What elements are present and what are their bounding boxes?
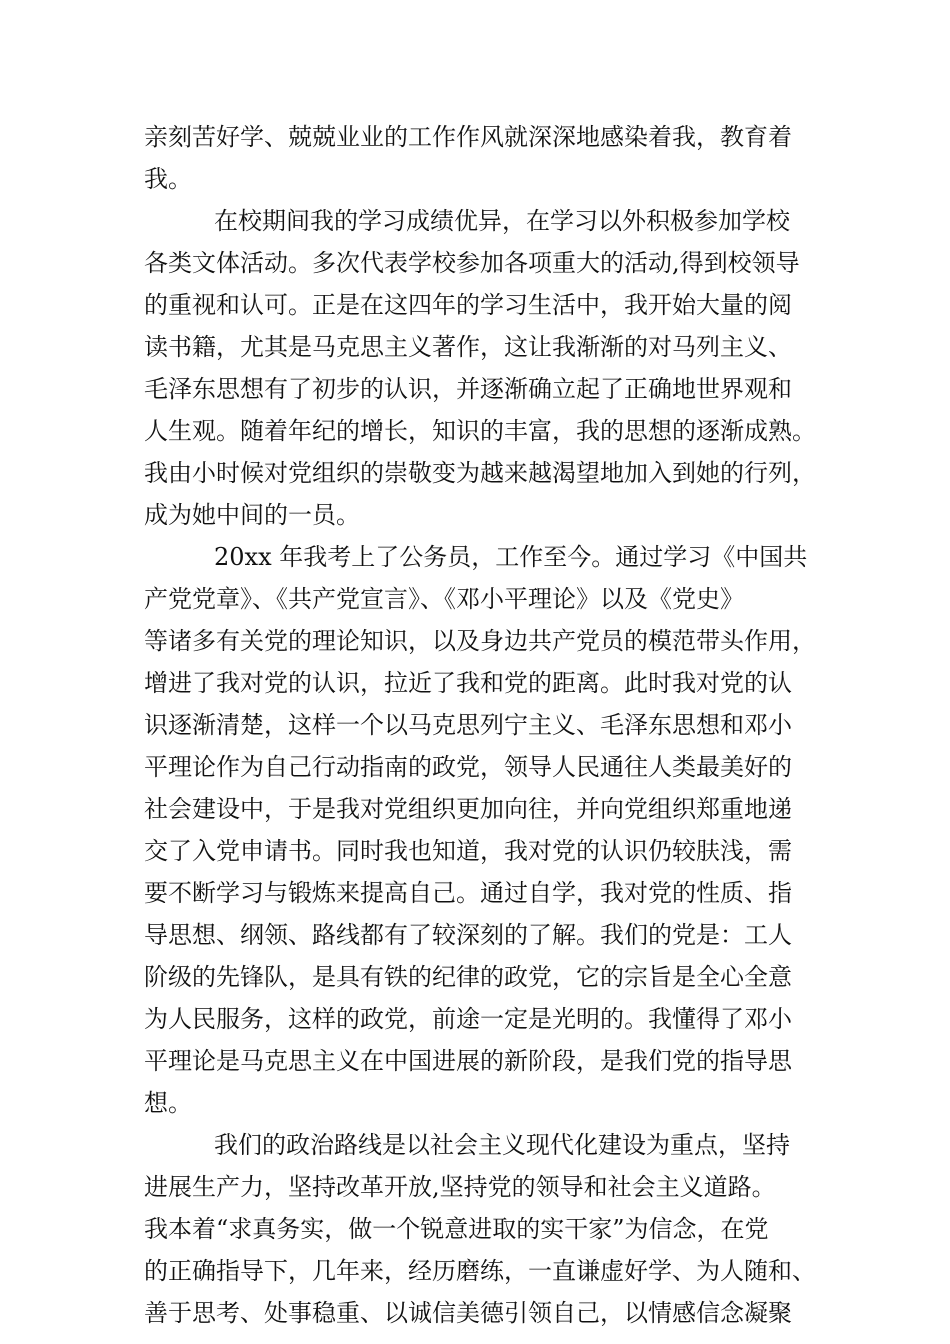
text-line: 在校期间我的学习成绩优异，在学习以外积极参加学校 bbox=[214, 207, 790, 235]
text-line: 要不断学习与锻炼来提高自己。通过自学，我对党的性质、指 bbox=[144, 879, 792, 907]
text-line: 想。 bbox=[144, 1089, 192, 1117]
text-line: 成为她中间的一员。 bbox=[144, 501, 360, 529]
text-line: 等诸多有关党的理论知识，以及身边共产党员的模范带头作用， bbox=[144, 627, 816, 655]
body-text bbox=[144, 116, 816, 1334]
text-line: 产党党章》、《共产党宣言》、《邓小平理论》以及《党史》 bbox=[144, 585, 744, 613]
text-line: 平理论作为自己行动指南的政党，领导人民通往人类最美好的 bbox=[144, 753, 792, 781]
text-line: 的重视和认可。正是在这四年的学习生活中，我开始大量的阅 bbox=[144, 291, 792, 319]
text-line: 增进了我对党的认识，拉近了我和党的距离。此时我对党的认 bbox=[144, 669, 792, 697]
text-line: 社会建设中，于是我对党组织更加向往，并向党组织郑重地递 bbox=[144, 795, 792, 823]
text-line: 各类文体活动。多次代表学校参加各项重大的活动,得到校领导 bbox=[144, 249, 800, 277]
paragraph-3 bbox=[144, 536, 816, 1124]
paragraph-1 bbox=[144, 116, 812, 200]
text-line: 我由小时候对党组织的崇敬变为越来越渴望地加入到她的行列， bbox=[144, 459, 816, 487]
text-line: 阶级的先锋队，是具有铁的纪律的政党，它的宗旨是全心全意 bbox=[144, 963, 792, 991]
text-line: 导思想、纲领、路线都有了较深刻的了解。我们的党是：工人 bbox=[144, 921, 792, 949]
text-line: 交了入党申请书。同时我也知道，我对党的认识仍较肤浅，需 bbox=[144, 837, 792, 865]
text-line: 读书籍，尤其是马克思主义著作，这让我渐渐的对马列主义、 bbox=[144, 333, 792, 361]
text-line: 善于思考、处事稳重、以诚信美德引领自己，以情感信念凝聚 bbox=[144, 1299, 792, 1327]
text-line: 我本着“求真务实，做一个锐意进取的实干家”为信念，在党 bbox=[144, 1215, 769, 1243]
text-line: 我们的政治路线是以社会主义现代化建设为重点，坚持 bbox=[214, 1131, 790, 1159]
text-line: 我。 bbox=[144, 165, 192, 193]
paragraph-2 bbox=[144, 200, 816, 536]
paragraph-4 bbox=[144, 1124, 816, 1334]
text-line: 识逐渐清楚，这样一个以马克思列宁主义、毛泽东思想和邓小 bbox=[144, 711, 792, 739]
text-line: 亲刻苦好学、兢兢业业的工作作风就深深地感染着我，教育着 bbox=[144, 123, 792, 151]
text-line: 毛泽东思想有了初步的认识，并逐渐确立起了正确地世界观和 bbox=[144, 375, 792, 403]
text-line: 为人民服务，这样的政党，前途一定是光明的。我懂得了邓小 bbox=[144, 1005, 792, 1033]
text-line: 的正确指导下，几年来，经历磨练，一直谦虚好学、为人随和、 bbox=[144, 1257, 816, 1285]
text-line: 平理论是马克思主义在中国进展的新阶段，是我们党的指导思 bbox=[144, 1047, 792, 1075]
text-line: 进展生产力，坚持改革开放,坚持党的领导和社会主义道路。 bbox=[144, 1173, 776, 1201]
text-line: 20xx 年我考上了公务员，工作至今。通过学习《中国共 bbox=[214, 543, 808, 571]
text-line: 人生观。随着年纪的增长，知识的丰富，我的思想的逐渐成熟。 bbox=[144, 417, 816, 445]
